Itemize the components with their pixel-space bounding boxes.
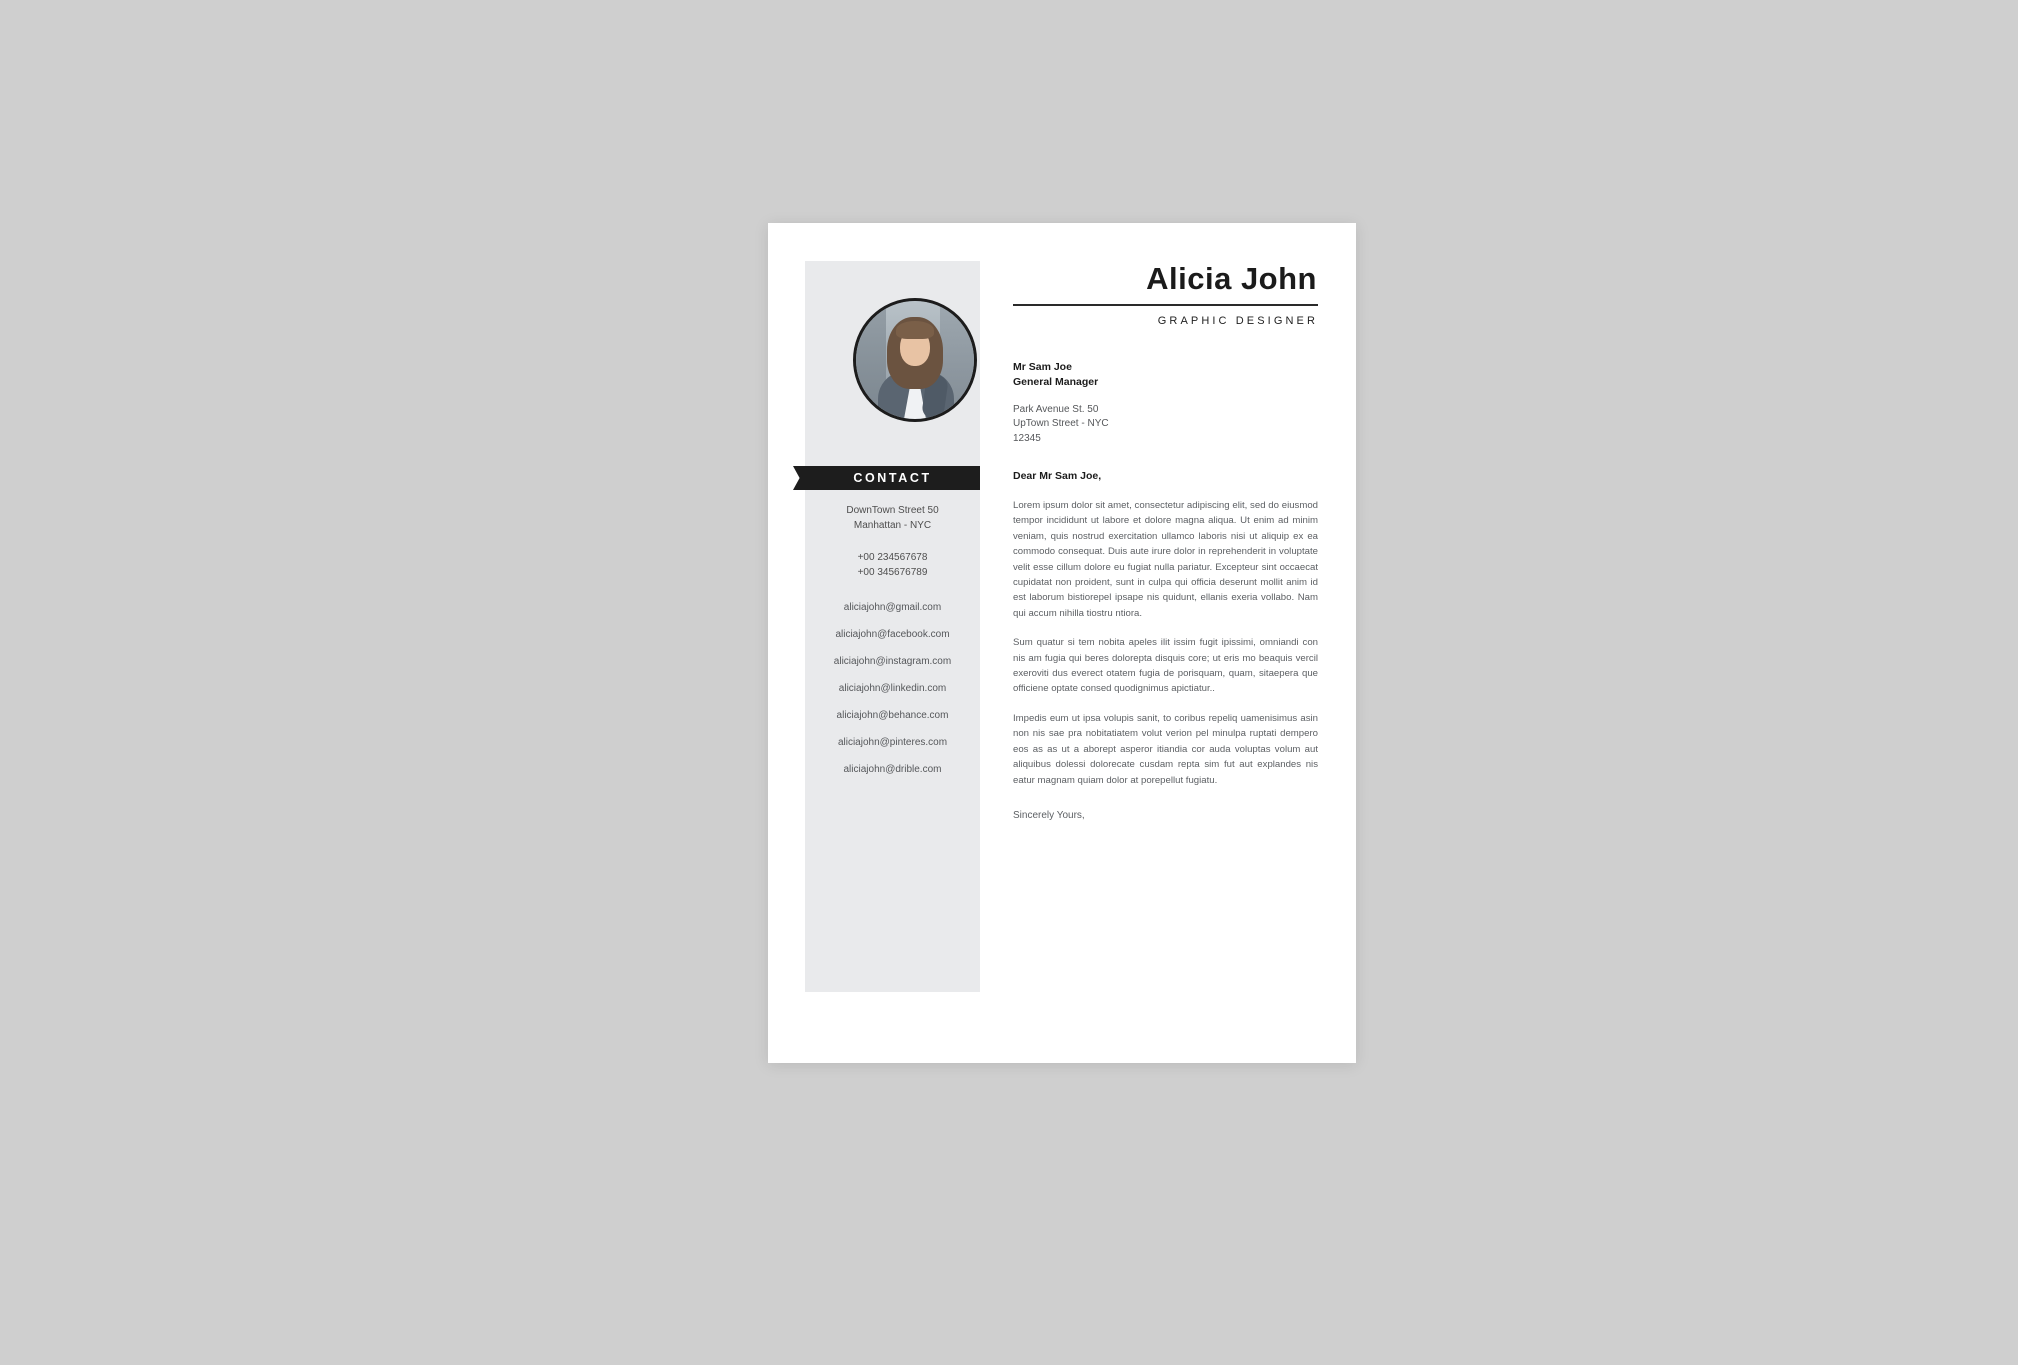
recipient-name: Mr Sam Joe — [1013, 360, 1072, 373]
contact-section-header — [805, 466, 980, 490]
letter-paragraph: Impedis eum ut ipsa volupis sanit, to coribus repeliq uamenisimus asin non nis sae pra nobitatiatem volut verion pel minulpa ruptati dempero eos as as ut a aborept asperor itiandia cor auda voluptas volum aut aliquibus dolessi dolorecate cusdam repta sim fut aut explandes nis eatur magnam quiam dolor at porepellut fugiatu. — [1013, 712, 1318, 786]
job-title: GRAPHIC DESIGNER — [1157, 314, 1318, 327]
email-line[interactable]: aliciajohn@drible.com — [843, 763, 942, 775]
email-line[interactable]: aliciajohn@gmail.com — [843, 601, 942, 613]
sidebar — [805, 261, 980, 992]
letter-paragraph: Lorem ipsum dolor sit amet, consectetur adipiscing elit, sed do eiusmod tempor incididunt ut labore et dolore magna aliqua. Ut enim ad minim veniam, quis nostrud exercitation ullamco laboris nisi ut aliquip ex ea commodo consequat. Duis aute irure dolor in reprehenderit in voluptate velit esse cillum dolore eu fugiat nulla pariatur. Excepteur sint occaecat cupidatat non proident, sunt in culpa qui officia deserunt mollit anim id est laborum bistiorepel ipsape nis quidunt, ellanis exeria vollabo. Nam qui accum nihilla tiostru ntiora. — [1013, 500, 1318, 619]
document-page — [768, 223, 1356, 1063]
page-title: Alicia John — [1146, 261, 1317, 296]
email-line[interactable]: aliciajohn@pinteres.com — [837, 736, 948, 748]
ribbon-notch-icon — [793, 466, 805, 490]
phone-block — [805, 551, 980, 580]
phone-line[interactable]: +00 234567678 — [857, 552, 928, 563]
recipient-title: General Manager — [1013, 375, 1099, 388]
address-line: Manhattan - NYC — [853, 519, 932, 531]
email-line[interactable]: aliciajohn@behance.com — [836, 709, 949, 721]
phone-line[interactable]: +00 345676789 — [857, 566, 928, 578]
contact-details — [805, 504, 980, 783]
recipient-address-line: 12345 — [1013, 432, 1041, 444]
photo-fringe — [896, 321, 934, 339]
contact-section-title: CONTACT — [853, 471, 932, 485]
email-line[interactable]: aliciajohn@linkedin.com — [838, 682, 947, 694]
email-line[interactable]: aliciajohn@facebook.com — [835, 628, 950, 640]
letter-body — [1013, 261, 1318, 821]
email-line[interactable]: aliciajohn@instagram.com — [833, 655, 952, 667]
recipient-address-line: Park Avenue St. 50 — [1013, 403, 1099, 415]
recipient-address — [1013, 403, 1318, 447]
letter-paragraph: Sum quatur si tem nobita apeles ilit issim fugit ipissimi, omniandi con nis am fugia qui beres dolorepta disquis core; ut eris mo beaquis vercil exeroviti dus everect otatem fugia de porisquam, quam, sitaepera que officiene optate consed quodignimus apictiatur.. — [1013, 637, 1318, 695]
closing-line: Sincerely Yours, — [1013, 809, 1085, 821]
title-divider — [1013, 304, 1318, 306]
email-block — [805, 594, 980, 783]
address-line: DownTown Street 50 — [846, 505, 939, 516]
recipient-address-line: UpTown Street - NYC — [1013, 418, 1109, 429]
avatar-photo — [856, 301, 974, 419]
address-block — [805, 504, 980, 533]
recipient-block — [1013, 360, 1318, 447]
salutation: Dear Mr Sam Joe, — [1013, 470, 1102, 482]
avatar — [853, 298, 977, 422]
